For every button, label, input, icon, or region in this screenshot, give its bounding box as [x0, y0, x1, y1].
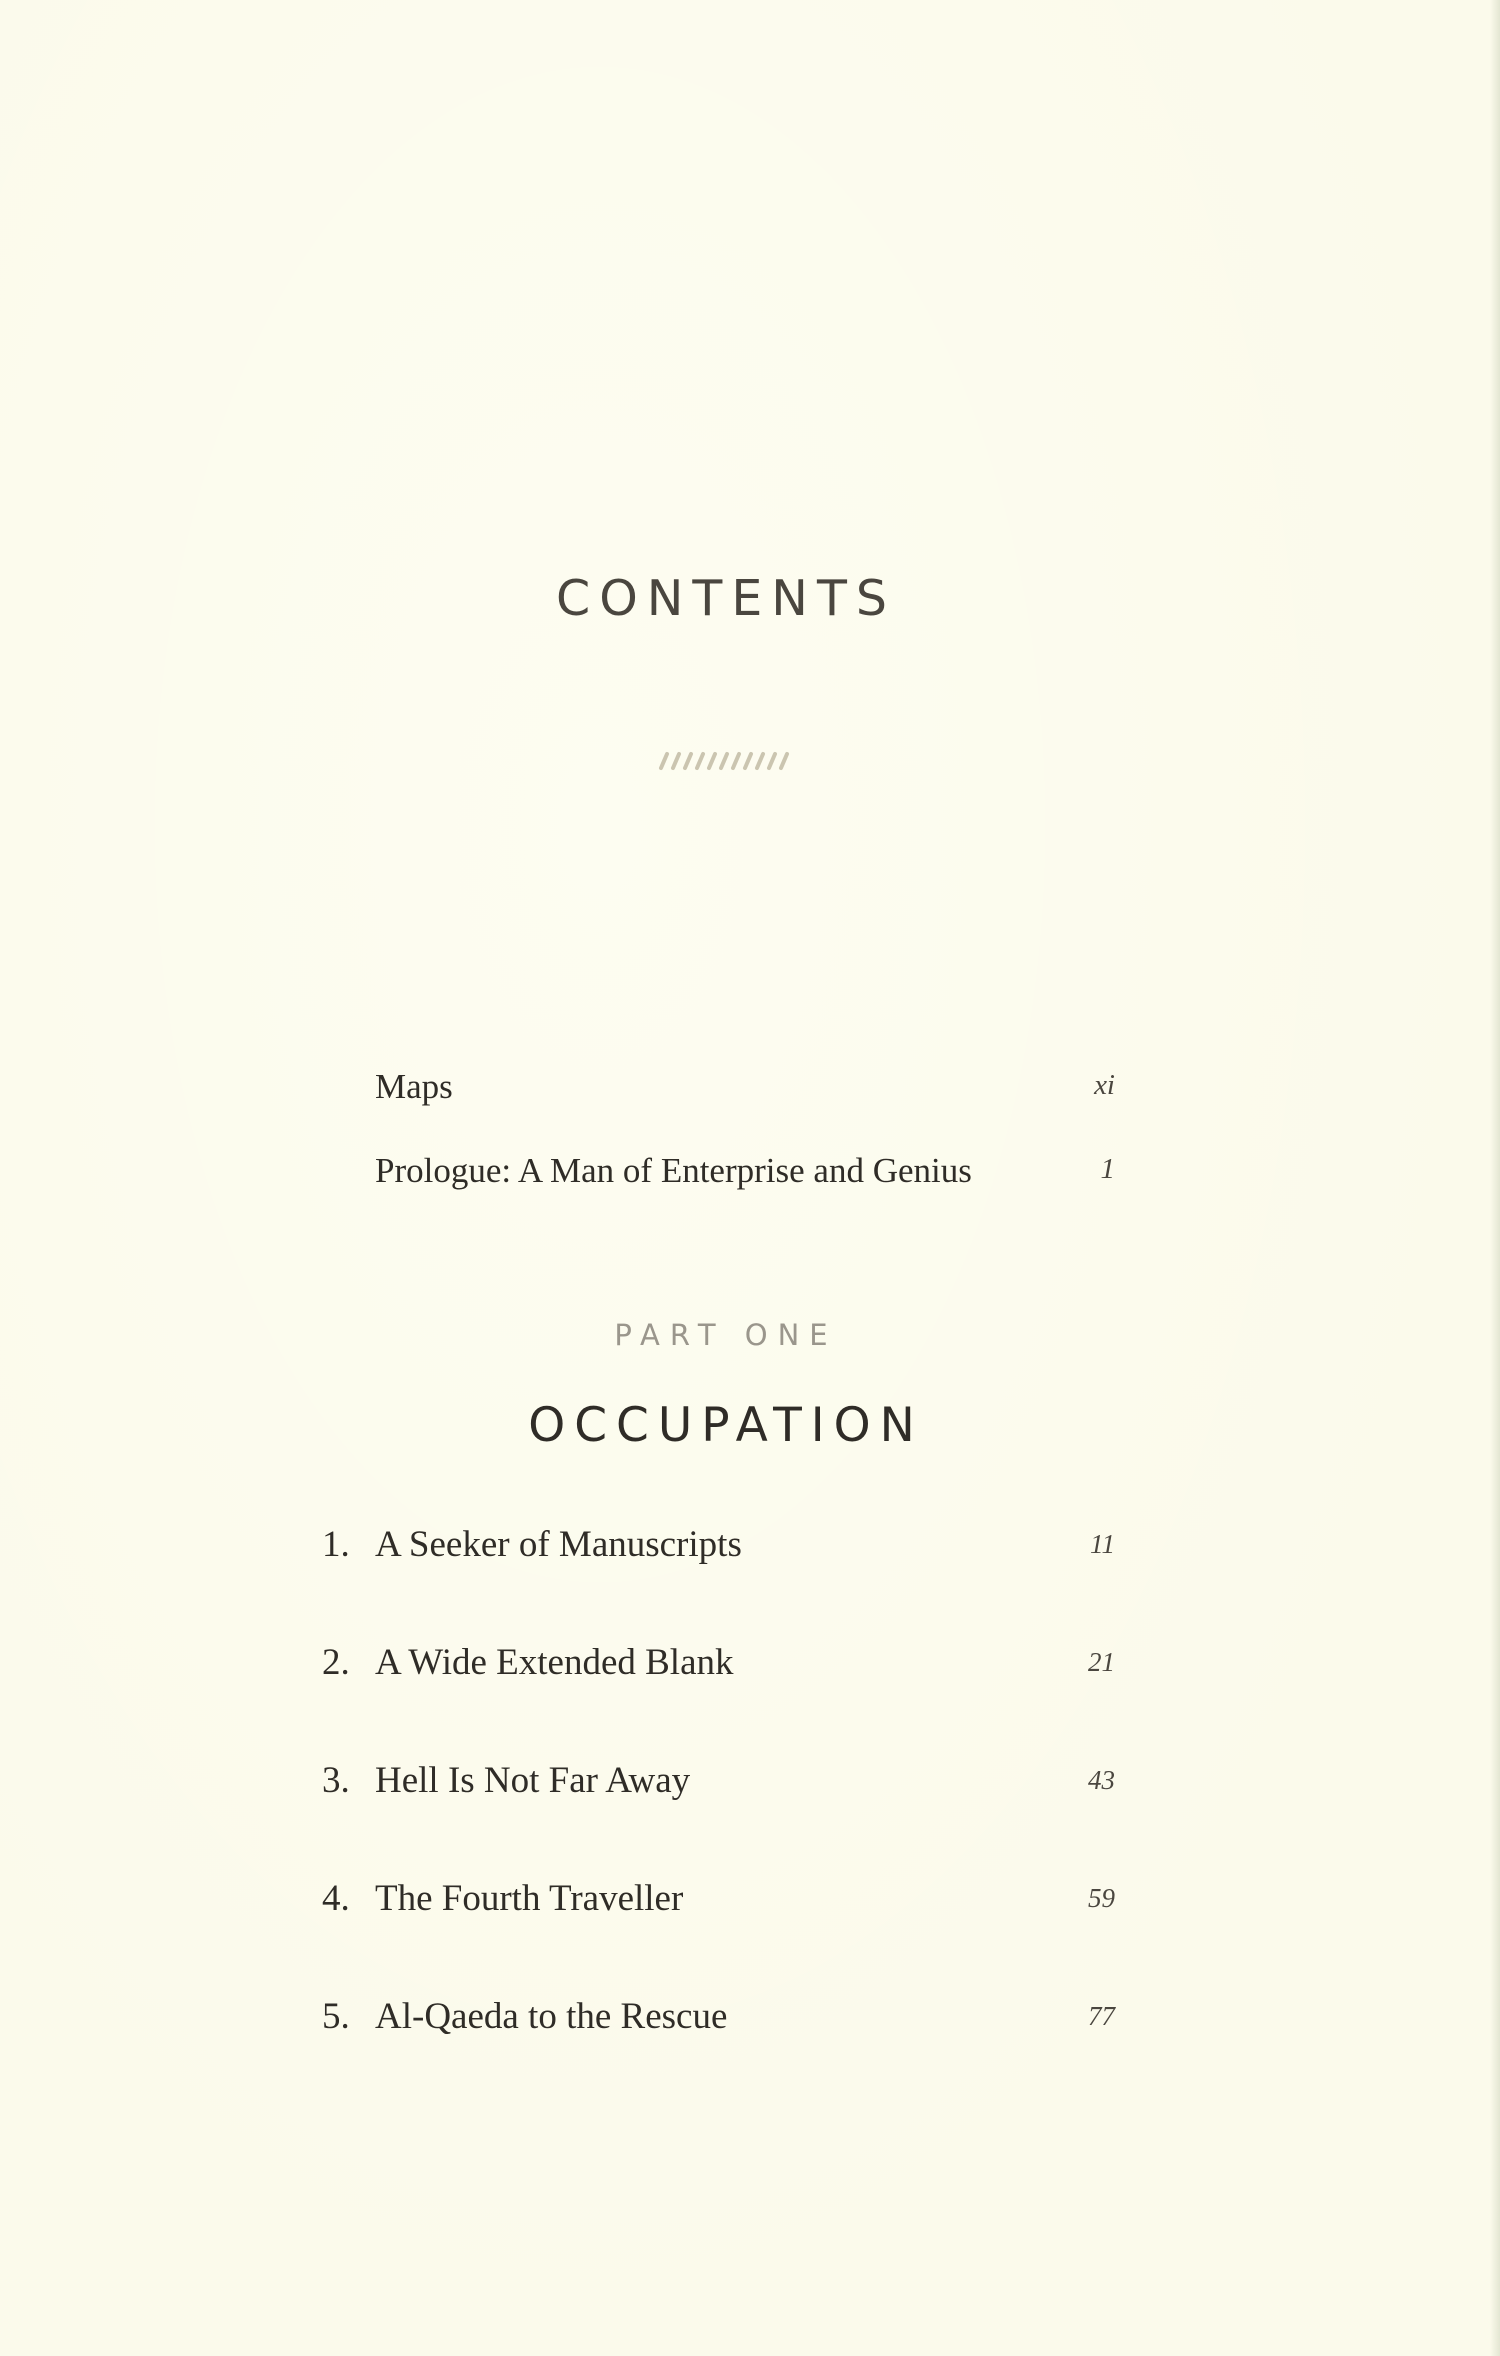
chapter-number: 4.: [322, 1878, 350, 1919]
toc-entry-prologue[interactable]: [375, 1151, 1115, 1201]
chapter-page: 21: [1088, 1647, 1115, 1677]
toc-entry-page: xi: [1094, 1069, 1115, 1101]
chapter-title: Hell Is Not Far Away: [375, 1760, 691, 1801]
chapter-entry-2[interactable]: [322, 1641, 1115, 1693]
decorative-ornament: [655, 750, 790, 772]
toc-entry-page: 1: [1100, 1153, 1115, 1185]
chapter-entry-5[interactable]: [322, 1995, 1115, 2047]
toc-entry-title: Prologue: A Man of Enterprise and Genius: [375, 1151, 972, 1190]
chapter-page: 11: [1090, 1529, 1115, 1559]
chapter-number: 1.: [322, 1524, 350, 1565]
page-edge-shadow: [1490, 0, 1500, 2356]
chapter-title: The Fourth Traveller: [375, 1878, 684, 1919]
chapter-entry-4[interactable]: [322, 1877, 1115, 1929]
part-label: PART ONE: [614, 1318, 838, 1352]
toc-entry-title: Maps: [375, 1067, 453, 1106]
chapter-title: A Wide Extended Blank: [375, 1642, 734, 1683]
chapter-entry-1[interactable]: [322, 1523, 1115, 1575]
chapter-page: 43: [1088, 1765, 1115, 1795]
chapter-title: Al-Qaeda to the Rescue: [375, 1996, 728, 2037]
chapter-number: 5.: [322, 1996, 350, 2037]
chapter-title: A Seeker of Manuscripts: [375, 1524, 742, 1565]
chapter-page: 77: [1088, 2001, 1115, 2031]
chapter-number: 3.: [322, 1760, 350, 1801]
part-title: OCCUPATION: [528, 1398, 924, 1453]
chapter-page: 59: [1088, 1883, 1115, 1913]
chapter-number: 2.: [322, 1642, 350, 1683]
toc-entry-maps[interactable]: [375, 1067, 1115, 1117]
chapter-entry-3[interactable]: [322, 1759, 1115, 1811]
contents-heading: CONTENTS: [555, 570, 897, 627]
